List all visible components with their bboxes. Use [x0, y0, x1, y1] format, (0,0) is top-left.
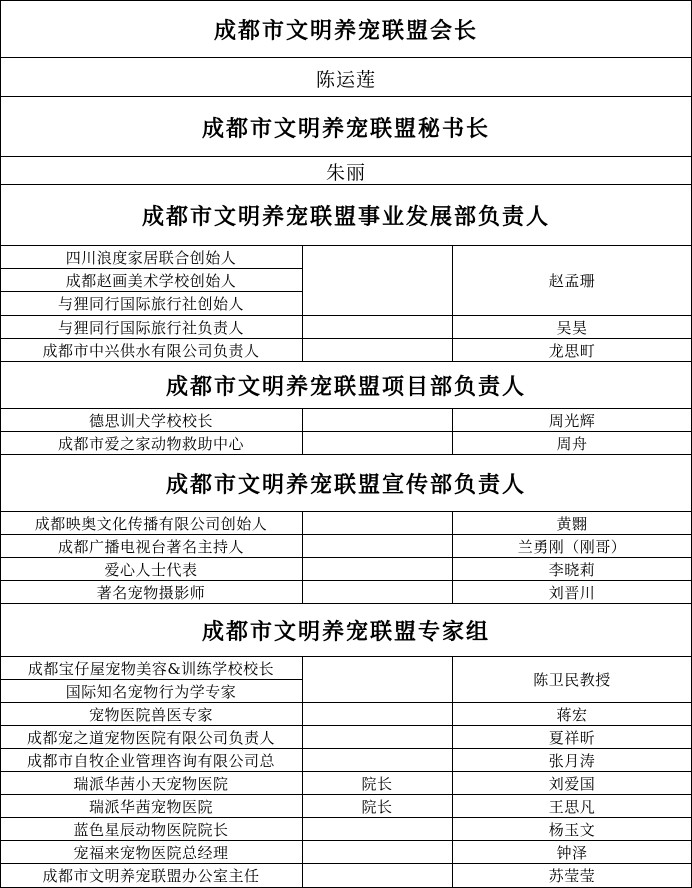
- org-cell: 成都市自牧企业管理咨询有限公司总: [26, 752, 275, 770]
- org-cell: 与狸同行国际旅行社负责人: [57, 319, 244, 337]
- divider: [0, 57, 692, 58]
- section-title-president: 成都市文明养宠联盟会长: [213, 17, 478, 44]
- org-cell: 成都宠之道宠物医院有限公司负责人: [26, 729, 275, 747]
- secretary-name: 朱丽: [325, 161, 366, 184]
- divider: [0, 96, 692, 97]
- column-divider: [452, 245, 453, 361]
- org-cell: 国际知名宠物行为学专家: [65, 683, 237, 701]
- person-cell: 周舟: [556, 435, 588, 453]
- org-cell: 四川浪度家居联合创始人: [65, 249, 237, 267]
- org-cell: 成都宝仔屋宠物美容&训练学校校长: [27, 660, 275, 678]
- role-cell: 院长: [361, 798, 393, 816]
- org-cell: 宠物医院兽医专家: [88, 706, 213, 724]
- org-cell: 成都广播电视台著名主持人: [57, 538, 244, 556]
- role-cell: 院长: [361, 775, 393, 793]
- section-title-secretary: 成都市文明养宠联盟秘书长: [201, 115, 490, 142]
- person-cell: 蒋宏: [556, 706, 588, 724]
- person-cell: 李晓莉: [548, 561, 596, 579]
- person-cell: 王思凡: [548, 798, 596, 816]
- person-cell: 张月涛: [548, 752, 596, 770]
- org-cell: 爱心人士代表: [104, 561, 198, 579]
- person-cell: 吴昊: [556, 319, 588, 337]
- person-cell: 钟泽: [556, 844, 588, 862]
- org-cell: 蓝色星辰动物医院院长: [73, 821, 229, 839]
- person-cell: 苏莹莹: [548, 867, 596, 885]
- column-divider: [452, 408, 453, 454]
- section-title-publicity: 成都市文明养宠联盟宣传部负责人: [165, 471, 526, 498]
- person-cell: 黄翾: [556, 515, 588, 533]
- org-cell: 与狸同行国际旅行社创始人: [57, 295, 244, 313]
- org-cell: 成都市文明养宠联盟办公室主任: [42, 867, 260, 885]
- column-divider: [452, 511, 453, 603]
- person-cell: 杨玉文: [548, 821, 596, 839]
- org-cell: 德思训犬学校校长: [88, 412, 213, 430]
- column-divider: [302, 656, 303, 888]
- column-divider: [302, 408, 303, 454]
- divider: [0, 184, 692, 185]
- column-divider: [302, 245, 303, 361]
- org-cell: 成都市爱之家动物救助中心: [57, 435, 244, 453]
- section-title-experts: 成都市文明养宠联盟专家组: [201, 618, 490, 645]
- person-cell: 龙思町: [548, 342, 596, 360]
- person-cell: 陈卫民教授: [533, 671, 611, 689]
- person-cell: 周光辉: [548, 412, 596, 430]
- section-title-projects: 成都市文明养宠联盟项目部负责人: [165, 373, 526, 400]
- org-cell: 成都赵画美术学校创始人: [65, 272, 237, 290]
- org-cell: 著名宠物摄影师: [96, 584, 206, 602]
- org-cell: 瑞派华茜宠物医院: [88, 798, 213, 816]
- column-divider: [452, 656, 453, 888]
- org-cell: 成都市中兴供水有限公司负责人: [42, 342, 260, 360]
- person-cell: 兰勇刚（刚哥）: [517, 538, 627, 556]
- person-cell: 赵孟珊: [548, 272, 596, 290]
- org-cell: 宠福来宠物医院总经理: [73, 844, 229, 862]
- section-title-business-dev: 成都市文明养宠联盟事业发展部负责人: [141, 203, 550, 230]
- person-cell: 刘爱国: [548, 775, 596, 793]
- org-cell: 成都映奥文化传播有限公司创始人: [34, 515, 268, 533]
- person-cell: 夏祥昕: [548, 729, 596, 747]
- person-cell: 刘晋川: [548, 584, 596, 602]
- org-cell: 瑞派华茜小天宠物医院: [73, 775, 229, 793]
- column-divider: [302, 511, 303, 603]
- president-name: 陈运莲: [315, 68, 376, 91]
